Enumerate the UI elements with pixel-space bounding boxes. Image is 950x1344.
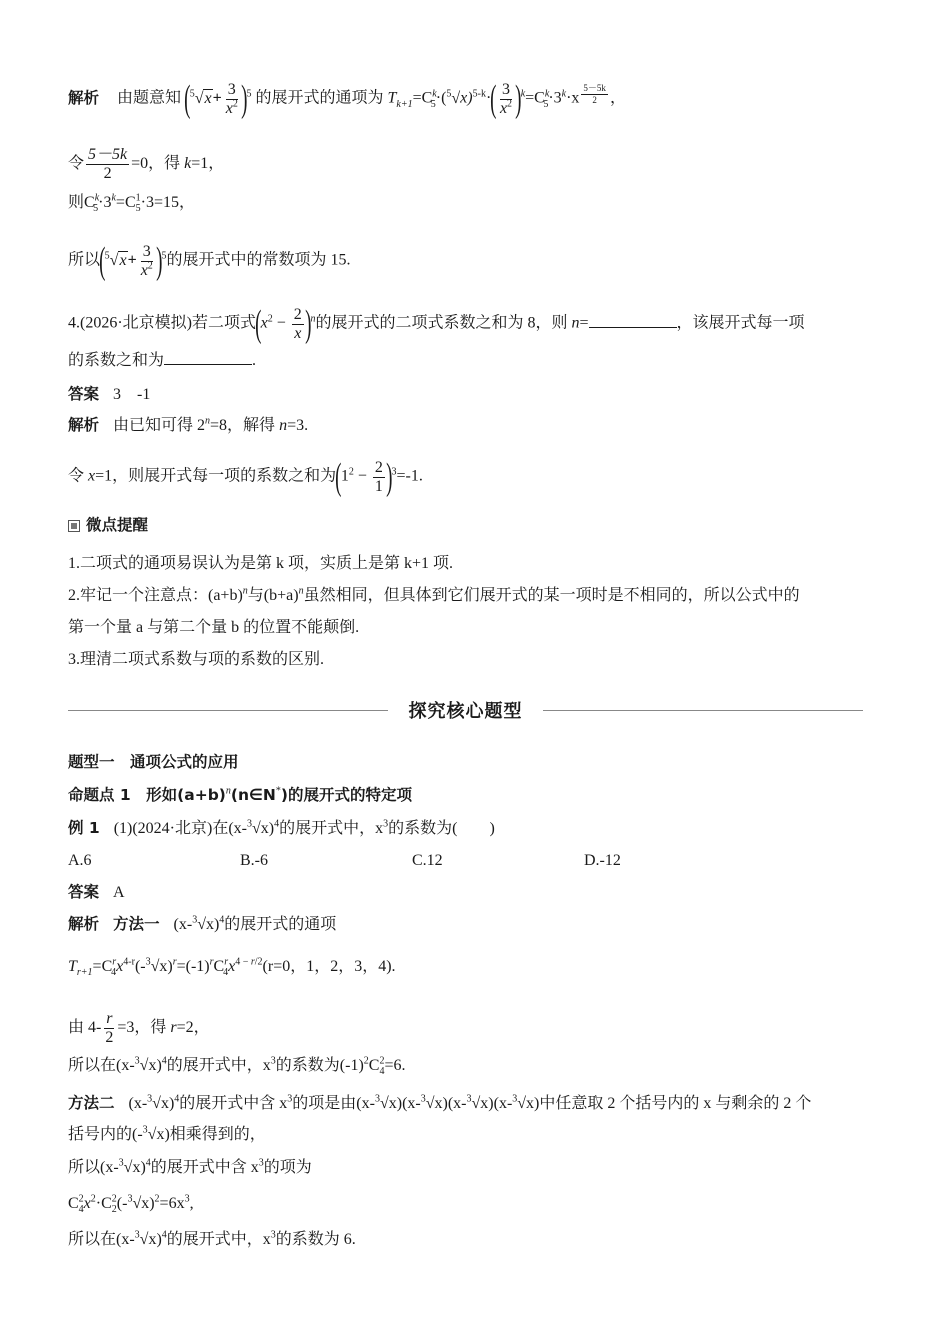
answer-1: 答案 A [68, 883, 125, 901]
subtopic-1: 命题点 1 形如$(a+b)^n(n\in N^*)$的展开式的特定项 [68, 785, 412, 804]
example-1-stem: 例 1 (1)(2024·北京)在$(x-^3√x)^4$的展开式中，$x^3$的系数为( ) [68, 818, 495, 837]
example-1-options [68, 850, 756, 872]
method-2-line-2: 括号内的(-$^3$√x)相乘得到的， [68, 1124, 266, 1143]
answer-blank-2[interactable] [164, 350, 252, 365]
combination-term: $C^2_4x^2\cdot C^2_2(-^3√x)^2=6x^3$, [68, 1193, 194, 1216]
tips-icon [68, 520, 80, 532]
general-term: $T_{r+1}=C^r_4x^{4-r}(-^3√x)^r=(-1)^rC^r_4x^{4 - r/2}(r=0$，1，2，3，4). [68, 956, 396, 979]
answer-blank-1[interactable] [589, 313, 677, 328]
conclusion-3: 所以在$(x-^3√x)^4$的展开式中，$x^3$的系数为 6. [68, 1229, 356, 1248]
tip-2: 2.牢记一个注意点：$(a+b)^n$与$(b+a)^n$虽然相同，但具体到它们展开式的某一项时是不相同的，所以公式中的 [68, 585, 800, 604]
section-divider [68, 697, 863, 723]
section-title: 探究核心题型 [408, 701, 523, 722]
solution-line-2: 令 $\frac{5-5k}{2}$ =0，得 k=1， [68, 146, 225, 182]
conclusion-2: 所以$(x-^3√x)^4$的展开式中含 $x^3$的项为 [68, 1157, 312, 1176]
tip-3: 3.理清二项式系数与项的系数的区别. [68, 651, 325, 668]
tip-1: 1.二项式的通项易误认为是第 k 项，实质上是第 k+1 项. [68, 555, 454, 572]
answer-4: 答案 3 -1 [68, 385, 151, 403]
option-c[interactable]: C.12 [412, 852, 443, 869]
solution-4-line-2: 令 x=1，则展开式每一项的系数之和为($1^2$ − $\frac{2}{1}$ )$^3$=-1. [68, 456, 423, 498]
solution-4: 解析 由已知可得 $2^n=8$，解得 n=3. [68, 415, 309, 434]
solution-label: 解析 [68, 88, 100, 107]
option-a[interactable]: A.6 [68, 852, 92, 869]
tips-heading: 微点提醒 [68, 514, 148, 537]
tip-2-line-2: 第一个量 a 与第二个量 b 的位置不能颠倒. [68, 619, 360, 636]
solution-line-3: 则$C^k_5\cdot 3^k=C^1_5\cdot 3=15$， [68, 192, 195, 215]
question-4: 4.(2026·北京模拟)若二项式($x^2$ − $\frac{2}{x}$ )$^n$的展开式的二项式系数之和为 8，则 n= ，该展开式每一项 [68, 303, 805, 345]
option-b[interactable]: B.-6 [240, 852, 268, 869]
method-1: 解析 方法一 $(x-^3√x)^4$的展开式的通项 [68, 914, 337, 933]
method-2: 方法二 $(x-^3√x)^4$的展开式中含 $x^3$的项是由(x-$^3$√x)(x-$^3$√x)(x-$^3$√x)(x-$^3$√x)中任意取 2 个括号内的 x 与剩余的 2 个 [68, 1093, 812, 1112]
solution-line-4: 所以($^5$√x+ $\frac{3}{x^2}$ )$^5$的展开式中的常数项为 15. [68, 240, 351, 282]
solve-r: 由 4- $\frac{r}{2}$ =3，得 r=2， [68, 1010, 210, 1046]
option-d[interactable]: D.-12 [584, 852, 621, 869]
type-1-title: 题型一 通项公式的应用 [68, 753, 239, 771]
conclusion-1: 所以在$(x-^3√x)^4$的展开式中，$x^3$的系数为$(-1)^2C^2_4=6$. [68, 1055, 406, 1078]
solution-line-1: 解析 由题意知 ($^5$√x+ $\frac{3}{x^2}$ )$^5$ 的展开式的通项为 $T_{k+1}=C^k_5\cdot(^5√x)^{5-k}\cdot$( $\frac{3}{x^2}$ )$^k=C^k_5\cdot 3^k\cdot x$ $^{\frac{5-5k}{2}}$ ， [68, 78, 626, 120]
question-4-line-2: 的系数之和为 . [68, 352, 257, 369]
